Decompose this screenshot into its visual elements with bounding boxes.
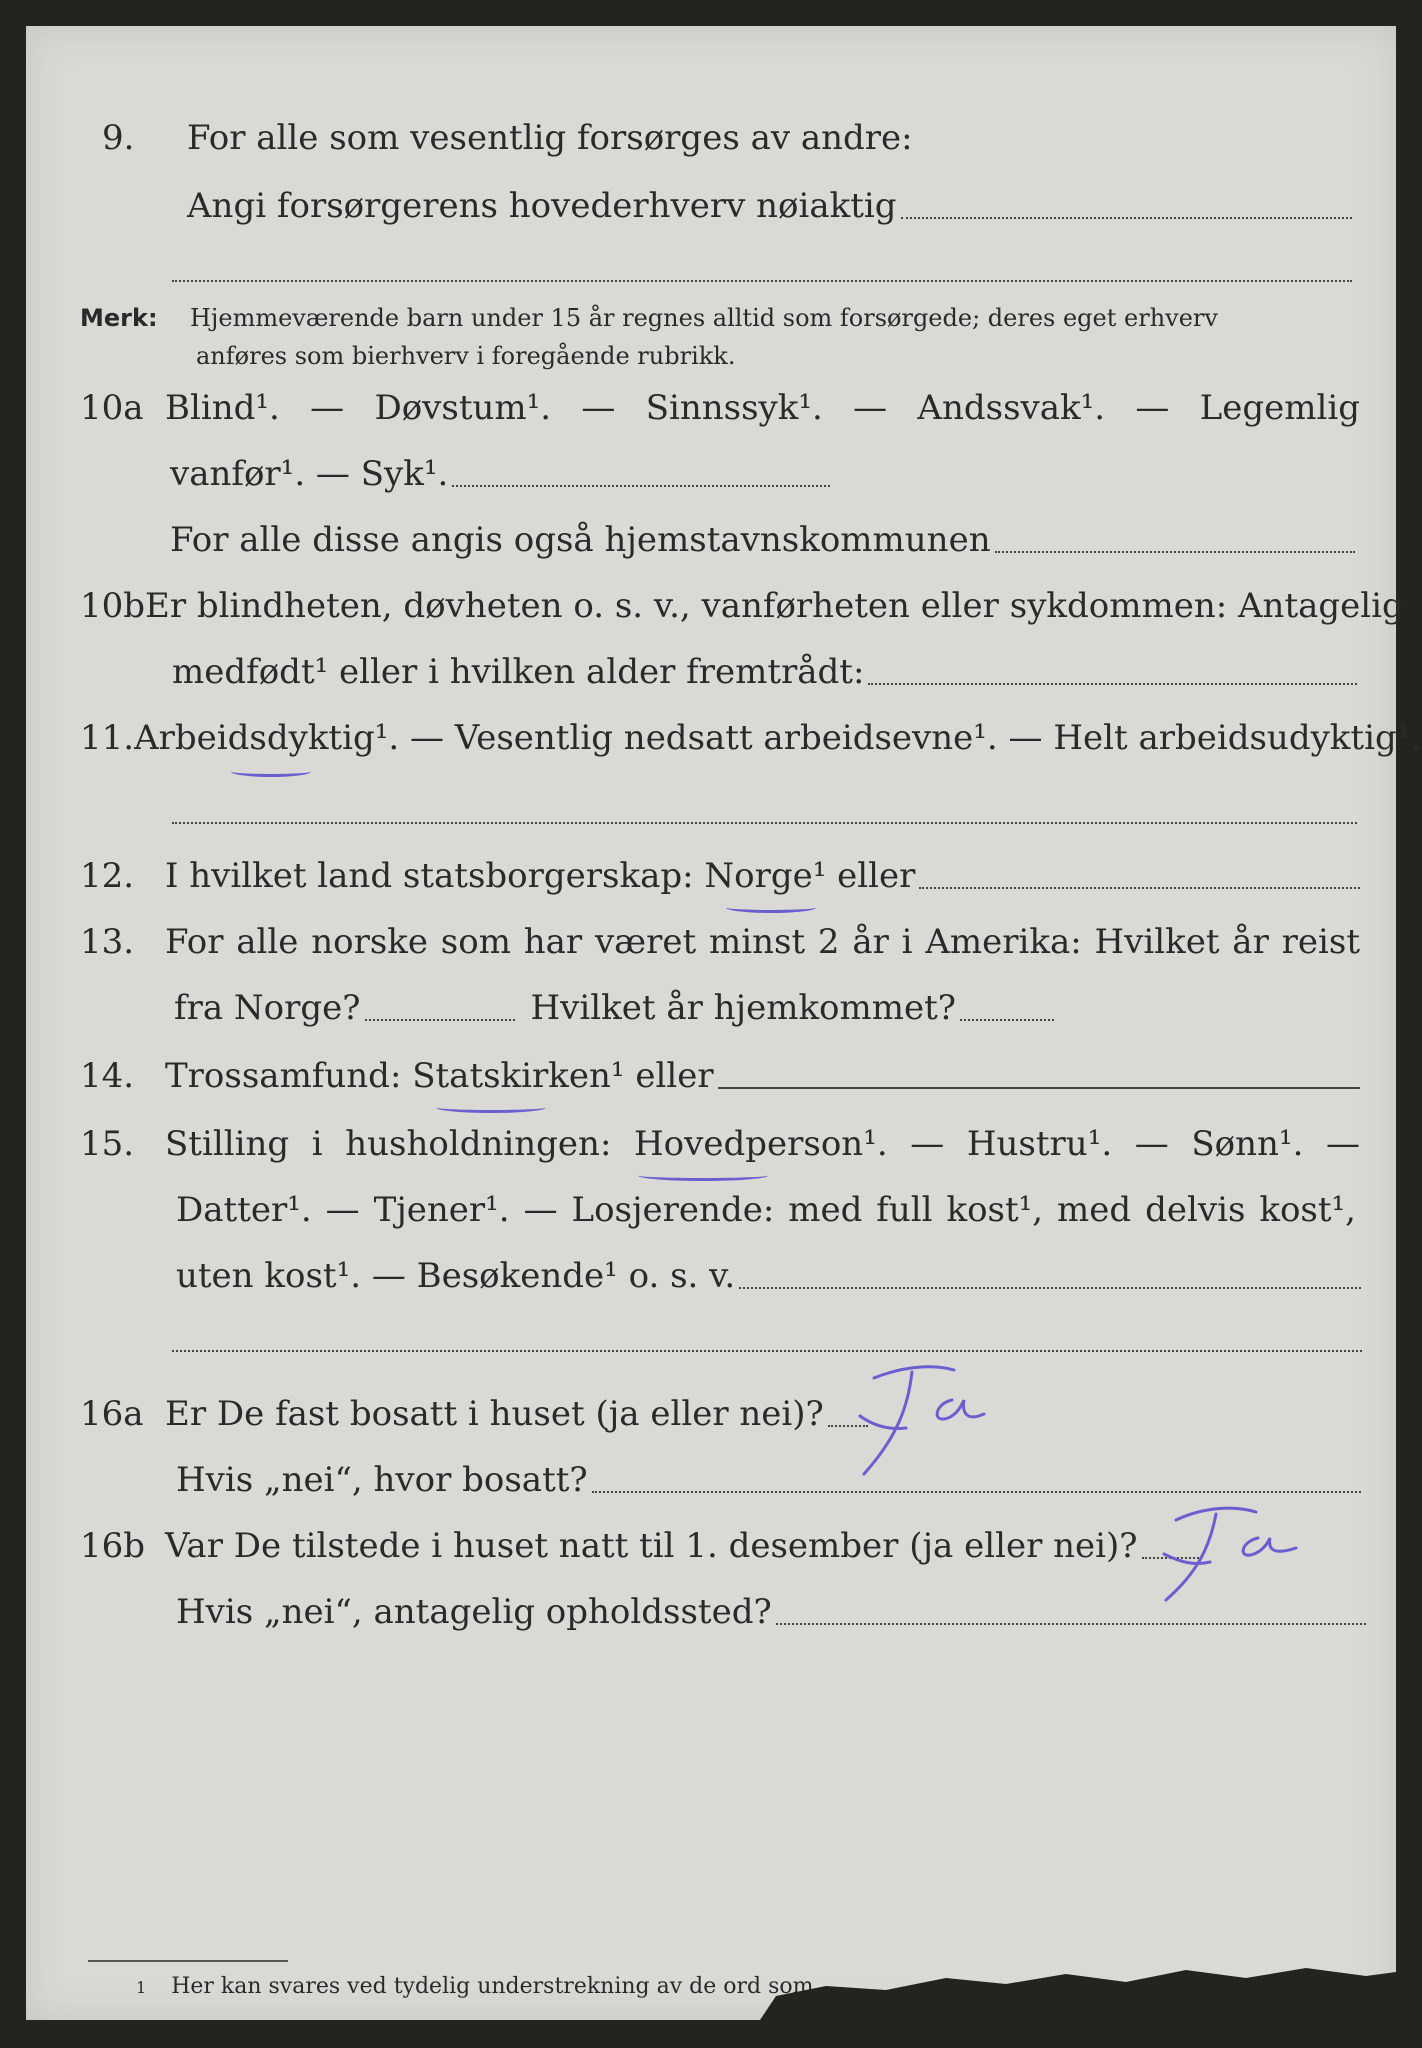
q15-number: 15. bbox=[80, 1124, 135, 1164]
q16a-line1 bbox=[80, 1394, 1360, 1434]
q11-text-line1: Arbeidsdyktig¹. — Vesentlig nedsatt arbeidsevne¹. — Helt arbeidsudyktig¹. bbox=[134, 718, 1422, 758]
merk-line1 bbox=[80, 304, 1360, 332]
q10a-hometown-field[interactable] bbox=[995, 551, 1355, 553]
q14-handwritten-underline bbox=[436, 1102, 546, 1113]
q11-extra-answer-line[interactable] bbox=[172, 822, 1357, 824]
merk-label: Merk: bbox=[80, 304, 158, 332]
q13-departure-year-field[interactable] bbox=[365, 1019, 515, 1021]
q14-line1 bbox=[80, 1056, 1360, 1096]
q10b-text-line1: Er blindheten, døvheten o. s. v., vanførheten eller sykdommen: Antagelig bbox=[145, 586, 1404, 626]
q14-text-line1: Trossamfund: Statskirken¹ eller bbox=[165, 1056, 714, 1096]
q13-number: 13. bbox=[80, 922, 135, 962]
q10b-line2 bbox=[172, 652, 1357, 692]
q10a-line2 bbox=[170, 454, 830, 494]
q15-text-line2: Datter¹. — Tjener¹. — Losjerende: med full kost¹, med delvis kost¹, bbox=[176, 1190, 1356, 1230]
q16b-text-line1: Var De tilstede i huset natt til 1. desember (ja eller nei)? bbox=[165, 1526, 1138, 1566]
q10a-line1 bbox=[80, 388, 1360, 428]
q14-answer-field[interactable] bbox=[718, 1087, 1360, 1089]
q9-line1 bbox=[102, 118, 1352, 158]
footnote-number: 1 bbox=[136, 1978, 147, 1997]
q15-answer-field[interactable] bbox=[739, 1287, 1361, 1289]
q16a-line2 bbox=[176, 1460, 1361, 1500]
q10a-number: 10a bbox=[80, 388, 144, 428]
q16b-text-line2: Hvis „nei“, antagelig opholdssted? bbox=[176, 1592, 772, 1632]
q15-text-line3: uten kost¹. — Besøkende¹ o. s. v. bbox=[176, 1256, 736, 1296]
merk-text-line2: anføres som bierhverv i foregående rubrikk. bbox=[196, 342, 736, 370]
q9-extra-answer-line[interactable] bbox=[172, 280, 1352, 282]
q16b-whereabouts-field[interactable] bbox=[776, 1623, 1366, 1625]
q15-extra-answer-line[interactable] bbox=[172, 1350, 1362, 1352]
q14-number: 14. bbox=[80, 1056, 135, 1096]
q15-line3 bbox=[176, 1256, 1361, 1296]
q13-text-line2b: Hvilket år hjemkommet? bbox=[530, 988, 957, 1028]
q12-handwritten-underline bbox=[726, 902, 816, 913]
q13-line2 bbox=[174, 988, 1054, 1028]
merk-text-line1: Hjemmeværende barn under 15 år regnes alltid som forsørgede; deres eget erhverv bbox=[190, 304, 1218, 332]
footnote-text: Her kan svares ved tydelig understrekning av de ord som bbox=[171, 1974, 814, 1999]
q15-handwritten-underline bbox=[638, 1170, 768, 1181]
q16a-number: 16a bbox=[80, 1394, 144, 1434]
q10a-line3 bbox=[170, 520, 1355, 560]
q16a-residence-field[interactable] bbox=[592, 1491, 1361, 1493]
q13-line1 bbox=[80, 922, 1360, 962]
merk-line2 bbox=[196, 342, 1346, 370]
q13-return-year-field[interactable] bbox=[960, 1019, 1054, 1021]
q16a-text-line1: Er De fast bosatt i huset (ja eller nei)? bbox=[165, 1394, 824, 1434]
q9-number: 9. bbox=[102, 118, 135, 158]
q12-text-line1: I hvilket land statsborgerskap: Norge¹ eller bbox=[165, 856, 916, 896]
q15-text-line1: Stilling i husholdningen: Hovedperson¹. — Hustru¹. — Sønn¹. — bbox=[165, 1124, 1360, 1164]
q11-handwritten-underline bbox=[231, 766, 311, 777]
q11-number: 11. bbox=[80, 718, 135, 758]
q10a-answer-field[interactable] bbox=[452, 485, 830, 487]
q9-text-line1: For alle som vesentlig forsørges av andre: bbox=[187, 118, 913, 158]
q16b-answer-text: Ja bbox=[1146, 1496, 1147, 1497]
q10a-text-line2: vanfør¹. — Syk¹. bbox=[170, 454, 449, 494]
q16b-line2 bbox=[176, 1592, 1366, 1632]
q16b-number: 16b bbox=[80, 1526, 146, 1566]
q15-line2 bbox=[176, 1190, 1356, 1230]
q10b-number: 10b bbox=[80, 586, 146, 626]
q10b-answer-field[interactable] bbox=[868, 683, 1357, 685]
torn-paper-edge bbox=[26, 1956, 1396, 2026]
q13-text-line1: For alle norske som har været minst 2 år i Amerika: Hvilket år reist bbox=[165, 922, 1360, 962]
q9-text-line2: Angi forsørgerens hovederhverv nøiaktig bbox=[187, 186, 897, 226]
q12-line1 bbox=[80, 856, 1360, 896]
q9-answer-field[interactable] bbox=[901, 217, 1352, 219]
census-form-page bbox=[26, 26, 1422, 2020]
q10b-text-line2: medfødt¹ eller i hvilken alder fremtrådt: bbox=[172, 652, 865, 692]
q12-answer-field[interactable] bbox=[919, 887, 1360, 889]
q9-line2 bbox=[187, 186, 1352, 226]
q16a-text-line2: Hvis „nei“, hvor bosatt? bbox=[176, 1460, 588, 1500]
q13-text-line2a: fra Norge? bbox=[174, 988, 361, 1028]
q11-line1 bbox=[80, 718, 1422, 758]
q15-line1 bbox=[80, 1124, 1360, 1164]
q10a-text-line3: For alle disse angis også hjemstavnskommunen bbox=[170, 520, 991, 560]
q12-number: 12. bbox=[80, 856, 135, 896]
q16a-answer-text: Ja bbox=[834, 1356, 835, 1357]
q10b-line1 bbox=[80, 586, 1404, 626]
q10a-text-line1: Blind¹. — Døvstum¹. — Sinnssyk¹. — Andssvak¹. — Legemlig bbox=[165, 388, 1360, 428]
